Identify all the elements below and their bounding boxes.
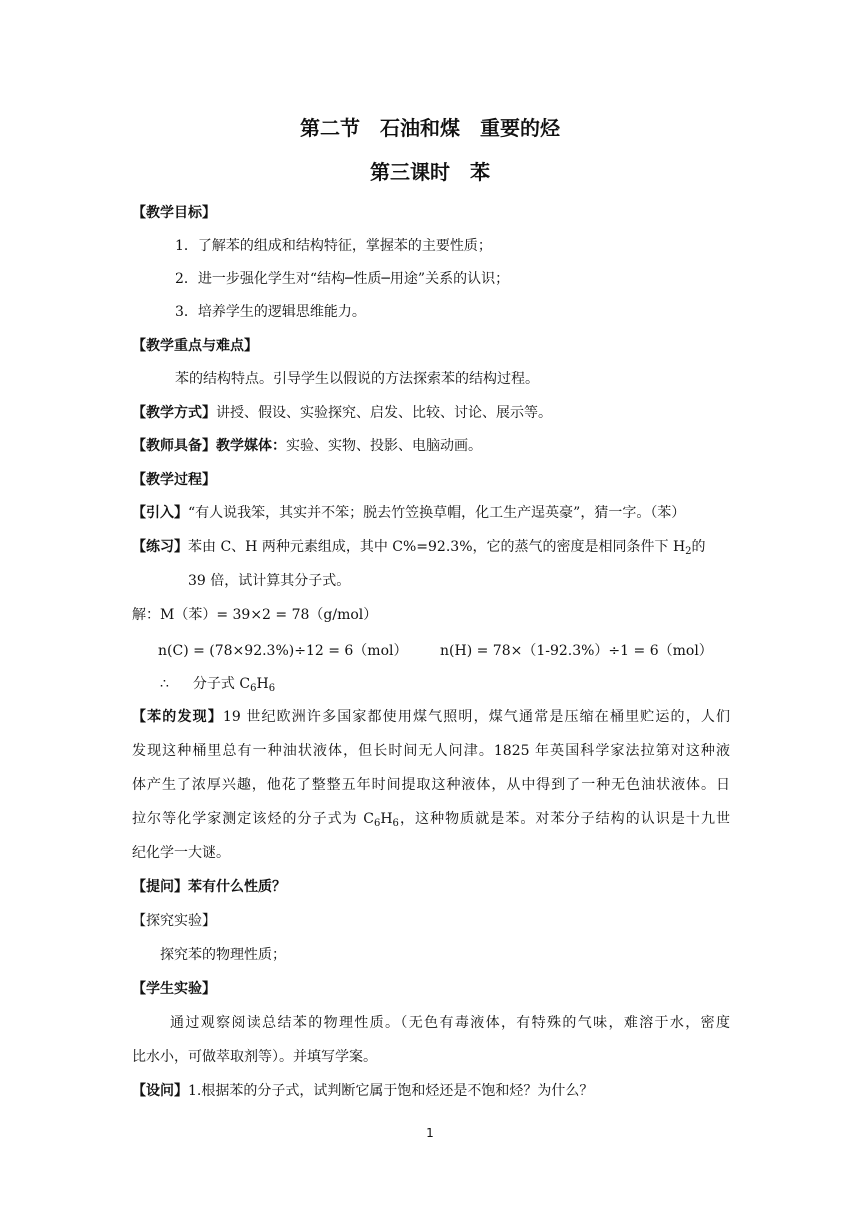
exercise-text: 苯由 C、H 两种元素组成，其中 C%=92.3%，它的蒸气的密度是相同条件下 H bbox=[188, 539, 686, 555]
exercise-line2: 39 倍，试计算其分子式。 bbox=[188, 573, 351, 589]
goal-item: 2．进一步强化学生对“结构─性质─用途”关系的认识； bbox=[175, 271, 510, 287]
student-heading: 【学生实验】 bbox=[132, 981, 216, 997]
discovery-heading: 【苯的发现】 bbox=[132, 709, 223, 725]
lesson-subtitle: 第三课时 苯 bbox=[370, 160, 490, 184]
subscript: 6 bbox=[392, 818, 399, 829]
methods-line bbox=[132, 403, 552, 423]
subscript: 6 bbox=[250, 683, 257, 694]
setq-text: 1.根据苯的分子式，试判断它属于饱和烃还是不饱和烃？为什么？ bbox=[188, 1083, 594, 1099]
discovery-text: 拉尔等化学家测定该烃的分子式为 C bbox=[132, 811, 374, 827]
moles-carbon: n(C) = (78×92.3%)÷12 = 6（mol） bbox=[158, 643, 408, 659]
discovery-text: 纪化学一大谜。 bbox=[132, 845, 230, 861]
keypoints-text: 苯的结构特点。引导学生以假说的方法探索苯的结构过程。 bbox=[175, 371, 539, 387]
intro-line bbox=[132, 503, 685, 523]
prep-line bbox=[132, 436, 482, 456]
discovery-text: H bbox=[380, 811, 393, 827]
subscript: 6 bbox=[268, 683, 276, 694]
explore-text: 探究苯的物理性质； bbox=[160, 947, 286, 963]
exercise-heading: 【练习】 bbox=[132, 539, 188, 555]
student-text: 比水小，可做萃取剂等）。并填写学案。 bbox=[132, 1049, 377, 1065]
exercise-text-end: 的 bbox=[691, 539, 706, 555]
question-heading: 【提问】苯有什么性质？ bbox=[132, 879, 286, 895]
therefore-symbol: ∴ bbox=[160, 676, 169, 692]
exercise-line bbox=[132, 537, 706, 557]
document-title: 第二节 石油和煤 重要的烃 bbox=[300, 116, 560, 140]
discovery-text: 发现这种桶里总有一种油状液体，但长时间无人问津。1825 年英国科学家法拉第对这种液 bbox=[132, 743, 730, 759]
subscript: 2 bbox=[685, 546, 692, 557]
prep-text: 实验、实物、投影、电脑动画。 bbox=[286, 438, 482, 454]
solution-line: 解：M（苯）= 39×2 = 78（g/mol） bbox=[132, 607, 378, 623]
goals-heading: 【教学目标】 bbox=[132, 205, 216, 221]
goal-item: 1．了解苯的组成和结构特征，掌握苯的主要性质； bbox=[175, 238, 492, 254]
discovery-text: ，这种物质就是苯。对苯分子结构的认识是十九世 bbox=[398, 811, 730, 827]
discovery-line bbox=[132, 707, 730, 727]
subscript: 6 bbox=[373, 818, 381, 829]
prep-bold: 教学媒体： bbox=[216, 438, 286, 454]
keypoints-heading: 【教学重点与难点】 bbox=[132, 338, 258, 354]
process-heading: 【教学过程】 bbox=[132, 472, 216, 488]
discovery-text: 体产生了浓厚兴趣，他花了整整五年时间提取这种液体，从中得到了一种无色油状液体。日 bbox=[132, 777, 730, 793]
methods-text: 讲授、假设、实验探究、启发、比较、讨论、展示等。 bbox=[216, 405, 552, 421]
page-number: 1 bbox=[426, 1126, 434, 1140]
setq-line bbox=[132, 1081, 593, 1101]
prep-heading: 【教师具备】 bbox=[132, 438, 216, 454]
formula-h: H bbox=[256, 676, 269, 692]
methods-heading: 【教学方式】 bbox=[132, 405, 216, 421]
intro-text: “有人说我笨，其实并不笨；脱去竹笠换草帽，化工生产逞英豪”，猜一字。（苯） bbox=[188, 505, 686, 521]
discovery-text: 19 世纪欧洲许多国家都使用煤气照明，煤气通常是压缩在桶里贮运的，人们 bbox=[222, 709, 730, 725]
discovery-line bbox=[132, 809, 730, 829]
student-text: 通过观察阅读总结苯的物理性质。（无色有毒液体，有特殊的气味，难溶于水，密度 bbox=[170, 1015, 730, 1031]
intro-heading: 【引入】 bbox=[132, 505, 188, 521]
formula-line bbox=[160, 674, 275, 694]
moles-hydrogen: n(H) = 78×（1-92.3%）÷1 = 6（mol） bbox=[440, 643, 713, 659]
setq-heading: 【设问】 bbox=[132, 1083, 188, 1099]
goal-item: 3．培养学生的逻辑思维能力。 bbox=[175, 304, 366, 320]
formula-label: 分子式 C bbox=[192, 676, 251, 692]
explore-heading: 【探究实验】 bbox=[132, 913, 216, 929]
